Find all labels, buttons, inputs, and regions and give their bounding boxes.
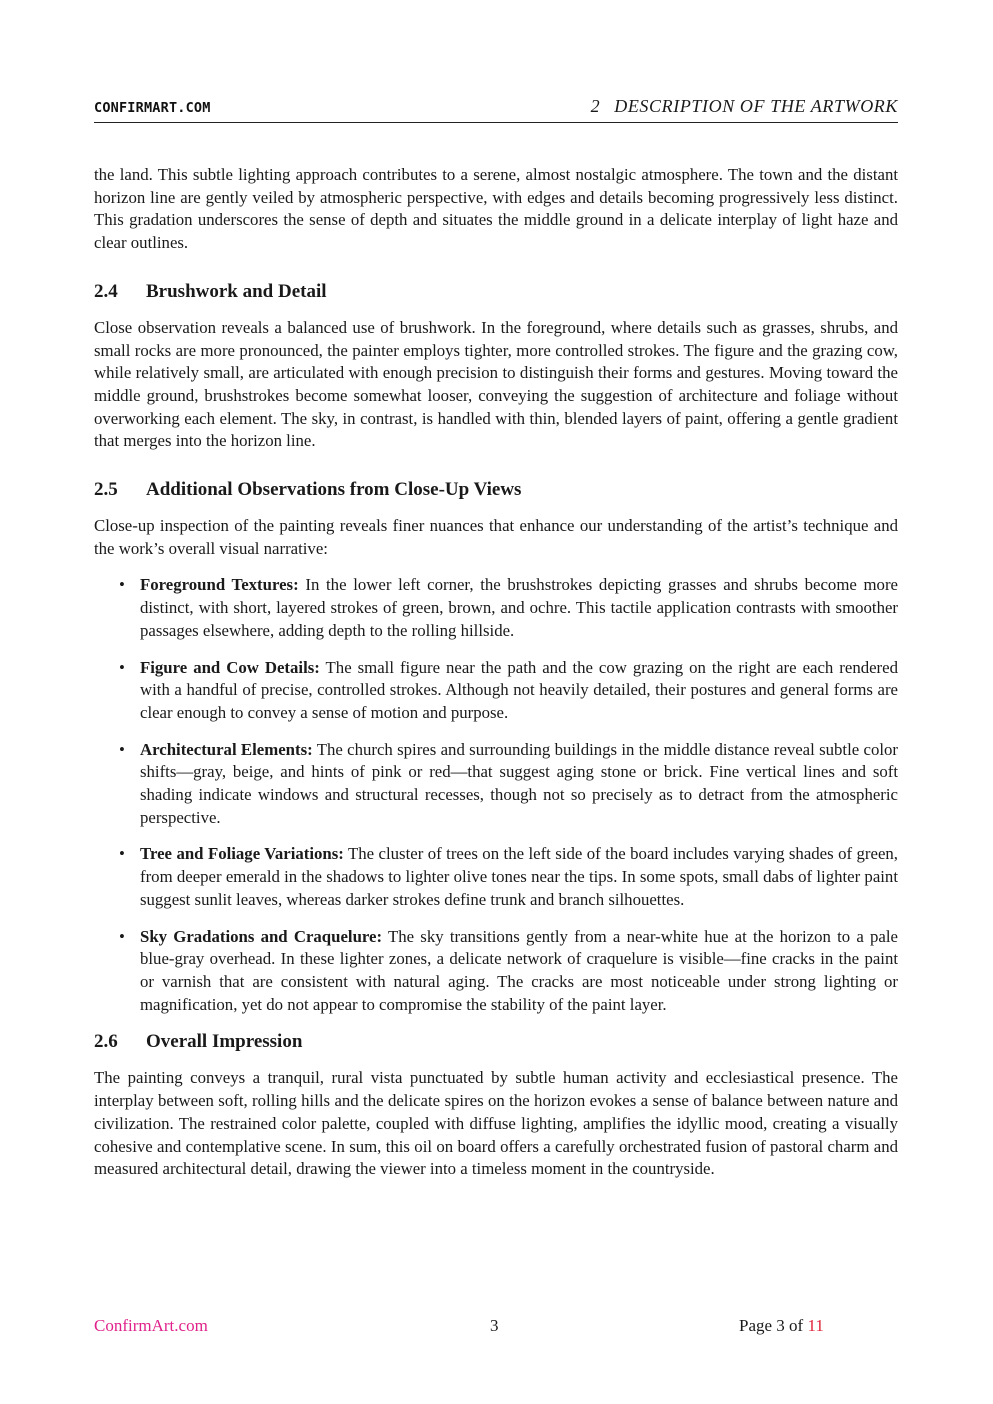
section-heading-2-6 xyxy=(94,1030,898,1054)
list-item-term: Figure and Cow Details: xyxy=(140,657,320,677)
footer-page-number: 3 xyxy=(490,1316,499,1335)
brushwork-paragraph: Close observation reveals a balanced use of brushwork. In the foreground, where details such as grasses, shrubs, and small rocks are more pronounced, the painter employs tighter, more controlled strokes. The figure and the grazing cow, while relatively small, are articulated with enough precision to distinguish their forms and gestures. Moving toward the middle ground, brushstrokes become somewhat looser, conveying the suggestion of architecture and foliage without overworking each element. The sky, in contrast, is handled with thin, blended layers of paint, offering a gentle gradient that merges into the horizon line. xyxy=(94,317,898,451)
section-title: Additional Observations from Close-Up Views xyxy=(146,479,522,501)
list-item-text: The small figure near the path and the cow grazing on the right are each rendered with a handful of precise, controlled strokes. Although not heavily detailed, their postures and general forms are clear enough to convey a sense of motion and purpose. xyxy=(140,657,898,722)
section-number: 2.6 xyxy=(94,1031,118,1053)
list-item-term: Foreground Textures: xyxy=(140,575,299,595)
list-item xyxy=(119,843,898,911)
list-item xyxy=(119,926,898,1017)
list-item-text: The cluster of trees on the left side of the board includes varying shades of green, from deeper emerald in the shadows to lighter olive tones near the tips. In some spots, small dabs of lighter paint suggest sunlit leaves, whereas darker strokes define trunk and branch silhouettes. xyxy=(140,844,898,909)
page-body xyxy=(94,164,898,1181)
footer-page-of xyxy=(739,1316,824,1336)
bullet-icon: • xyxy=(119,575,125,595)
observations-intro-paragraph: Close-up inspection of the painting reveals finer nuances that enhance our understanding of the artist’s technique and the work’s overall visual narrative: xyxy=(94,516,898,558)
bullet-icon: • xyxy=(119,739,125,759)
intro-paragraph: the land. This subtle lighting approach contributes to a serene, almost nostalgic atmosphere. The town and the distant horizon line are gently veiled by atmospheric perspective, with edges and details becoming progressively less distinct. This gradation underscores the sense of depth and situates the middle ground in a delicate interplay of light haze and clear outlines. xyxy=(94,165,898,253)
list-item-term: Tree and Foliage Variations: xyxy=(140,844,344,864)
page-of-label: Page 3 of xyxy=(739,1316,804,1335)
running-header xyxy=(94,96,898,123)
section-heading-2-4 xyxy=(94,280,898,304)
running-section-title xyxy=(591,96,898,117)
list-item-term: Sky Gradations and Craquelure: xyxy=(140,926,383,946)
overall-impression-paragraph: The painting conveys a tranquil, rural vista punctuated by subtle human activity and ecclesiastical presence. The interplay between soft, rolling hills and the delicate spires on the horizon evokes a sense of balance between nature and civilization. The restrained color palette, coupled with diffuse lighting, amplifies the idyllic mood, creating a visually cohesive and contemplative scene. In sum, this oil on board offers a carefully orchestrated fusion of pastoral charm and measured architectural detail, drawing the viewer into a timeless moment in the countryside. xyxy=(94,1068,898,1179)
section-number: 2.4 xyxy=(94,280,118,302)
list-item-text: The sky transitions gently from a near-white hue at the horizon to a pale blue-gray overhead. In these lighter zones, a delicate network of craquelure is visible—fine cracks in the paint or varnish that are consistent with natural aging. The cracks are most noticeable under strong lighting or magnification, yet do not appear to compromise the stability of the paint layer. xyxy=(140,926,898,1014)
section-number: 2.5 xyxy=(94,479,118,501)
list-item xyxy=(119,739,898,830)
page-total-link[interactable]: 11 xyxy=(807,1316,824,1335)
list-item xyxy=(119,574,898,642)
bullet-icon: • xyxy=(119,844,125,864)
list-item-term: Architectural Elements: xyxy=(140,739,313,759)
observations-list xyxy=(94,574,898,1016)
list-item xyxy=(119,657,898,725)
running-section-number: 2 xyxy=(590,96,601,116)
list-item-text: In the lower left corner, the brushstrokes depicting grasses and shrubs become more distinct, with short, layered strokes of green, brown, and ochre. This tactile application contrasts with smoother passages elsewhere, adding depth to the rolling hillside. xyxy=(140,575,898,640)
section-heading-2-5 xyxy=(94,478,898,502)
bullet-icon: • xyxy=(119,926,125,946)
section-title: Overall Impression xyxy=(146,1031,303,1053)
site-logo: CONFIRMART.COM xyxy=(94,100,211,116)
list-item-text: The church spires and surrounding buildings in the middle distance reveal subtle color shifts—gray, beige, and hints of pink or red—that suggest aging stone or brick. Fine vertical lines and soft shading indicate windows and structural recesses, though not so precisely as to detract from the atmospheric perspective. xyxy=(140,739,898,827)
running-section-label: DESCRIPTION OF THE ARTWORK xyxy=(614,96,898,116)
bullet-icon: • xyxy=(119,657,125,677)
section-title: Brushwork and Detail xyxy=(146,280,327,302)
footer-site-link[interactable]: ConfirmArt.com xyxy=(94,1316,208,1335)
